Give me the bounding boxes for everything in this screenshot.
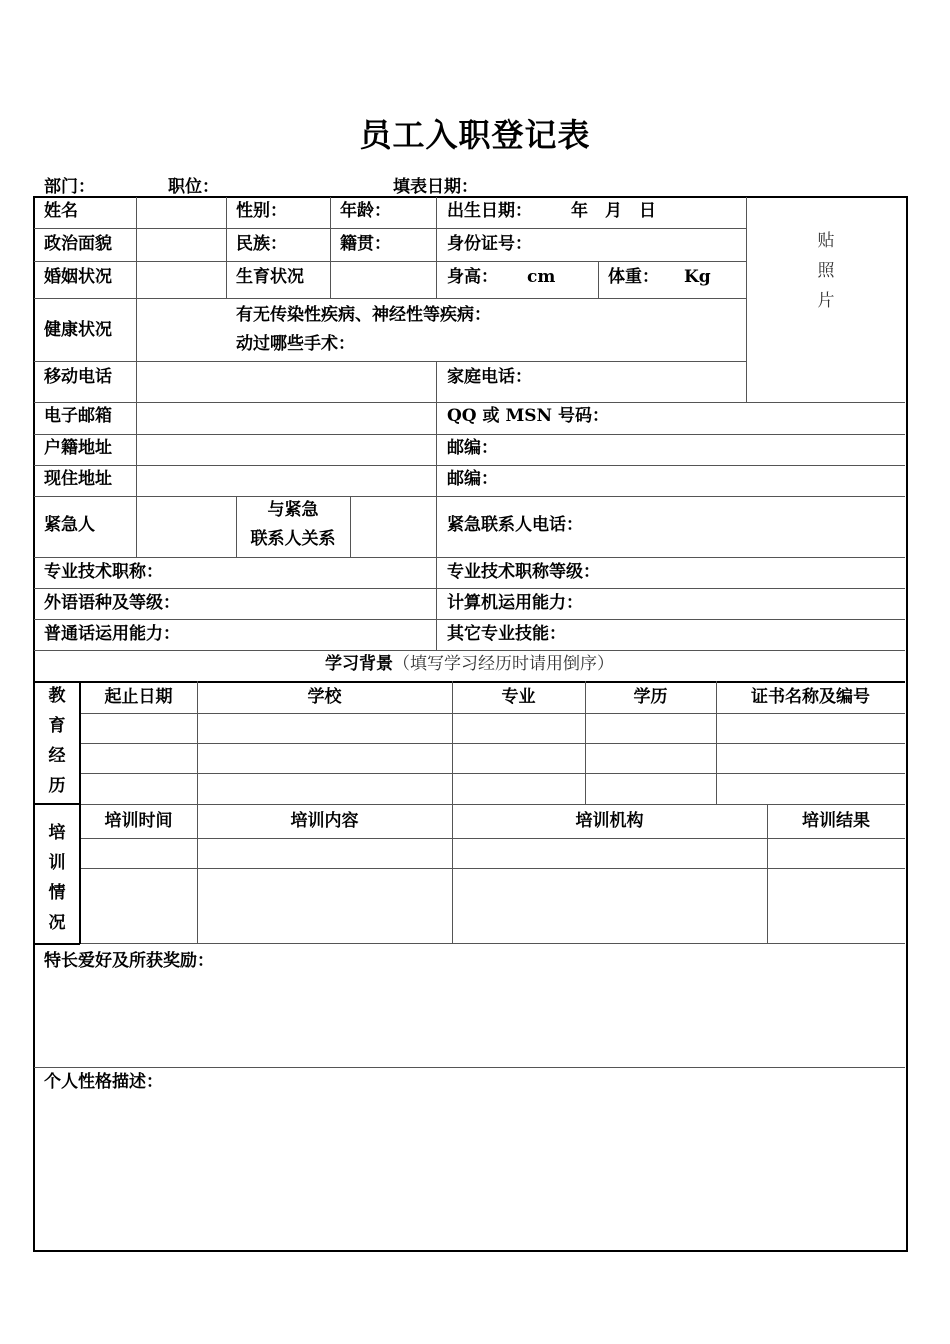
study-heading-title: 学习背景 bbox=[325, 654, 393, 674]
computer-skill-label: 计算机运用能力： bbox=[447, 593, 583, 613]
qq-msn-label: QQ 或 MSN 号码： bbox=[447, 406, 610, 426]
grid-line bbox=[34, 434, 905, 435]
grid-line bbox=[34, 261, 746, 262]
edu-col-certificate: 证书名称及编号 bbox=[751, 687, 870, 707]
mandarin-label: 普通话运用能力： bbox=[44, 624, 180, 644]
grid-line bbox=[34, 361, 746, 362]
grid-line bbox=[80, 804, 905, 805]
grid-line bbox=[80, 743, 905, 744]
grid-line bbox=[350, 496, 351, 557]
home-phone-label: 家庭电话： bbox=[447, 367, 532, 387]
grid-line bbox=[80, 713, 905, 714]
day-label: 日 bbox=[639, 201, 656, 221]
grid-line bbox=[34, 619, 905, 620]
disease-question: 有无传染性疾病、神经性等疾病： bbox=[236, 305, 491, 325]
training-side-label: 培 训 情 况 bbox=[48, 823, 66, 933]
zip-code-label: 邮编： bbox=[447, 469, 498, 489]
grid-line bbox=[136, 197, 137, 361]
height-unit: cm bbox=[527, 267, 556, 287]
title-level-label: 专业技术职称等级： bbox=[447, 562, 600, 582]
other-skills-label: 其它专业技能： bbox=[447, 624, 566, 644]
grid-line bbox=[34, 298, 746, 299]
form-border bbox=[33, 196, 908, 1252]
month-label: 月 bbox=[605, 201, 622, 221]
birth-date-label: 出生日期： bbox=[447, 201, 532, 221]
age-label: 年龄： bbox=[340, 201, 391, 221]
gender-label: 性别： bbox=[236, 201, 287, 221]
current-address-label: 现住地址 bbox=[44, 469, 112, 489]
email-label: 电子邮箱 bbox=[44, 406, 112, 426]
grid-line bbox=[330, 197, 331, 261]
id-number-label: 身份证号： bbox=[447, 234, 532, 254]
edu-col-major: 专业 bbox=[501, 687, 536, 707]
train-col-result: 培训结果 bbox=[802, 811, 870, 831]
grid-line bbox=[80, 943, 905, 944]
grid-line bbox=[436, 361, 437, 650]
form-title: 员工入职登记表 bbox=[359, 116, 591, 154]
height-label: 身高： bbox=[447, 267, 498, 287]
emergency-contact-label: 紧急人 bbox=[44, 515, 95, 535]
weight-unit: Kg bbox=[684, 267, 711, 287]
grid-line bbox=[80, 838, 905, 839]
health-status-label: 健康状况 bbox=[44, 320, 112, 340]
grid-line bbox=[436, 197, 437, 298]
grid-line bbox=[136, 361, 137, 557]
grid-line bbox=[598, 261, 599, 298]
grid-line bbox=[34, 943, 80, 945]
edu-col-dates: 起止日期 bbox=[104, 687, 173, 707]
edu-col-degree: 学历 bbox=[633, 687, 668, 707]
hukou-address-label: 户籍地址 bbox=[44, 438, 112, 458]
position-label: 职位： bbox=[168, 177, 219, 197]
grid-line bbox=[34, 402, 905, 403]
marital-status-label: 婚姻状况 bbox=[44, 267, 112, 287]
fertility-status-label: 生育状况 bbox=[236, 267, 304, 287]
political-status-label: 政治面貌 bbox=[44, 234, 112, 254]
grid-line bbox=[746, 197, 747, 402]
personality-label: 个人性格描述： bbox=[44, 1072, 163, 1092]
foreign-language-label: 外语语种及等级： bbox=[44, 593, 180, 613]
train-col-content: 培训内容 bbox=[290, 811, 359, 831]
emergency-phone-label: 紧急联系人电话： bbox=[447, 515, 583, 535]
relation-label-line1: 与紧急 bbox=[267, 500, 319, 520]
grid-line bbox=[34, 228, 746, 229]
grid-line bbox=[34, 650, 905, 651]
grid-line bbox=[34, 803, 80, 805]
grid-line bbox=[34, 465, 905, 466]
study-heading-note: （填写学习经历时请用倒序） bbox=[393, 654, 614, 674]
study-background-heading bbox=[34, 654, 905, 674]
edu-col-school: 学校 bbox=[307, 687, 342, 707]
grid-line bbox=[80, 868, 905, 869]
fill-date-label: 填表日期： bbox=[393, 177, 478, 197]
relation-label-line2: 联系人关系 bbox=[250, 529, 336, 549]
grid-line bbox=[34, 496, 905, 497]
grid-line bbox=[34, 557, 905, 558]
professional-title-label: 专业技术职称： bbox=[44, 562, 163, 582]
mobile-phone-label: 移动电话 bbox=[44, 367, 112, 387]
zip-code-label: 邮编： bbox=[447, 438, 498, 458]
department-label: 部门： bbox=[44, 177, 95, 197]
train-col-time: 培训时间 bbox=[104, 811, 173, 831]
grid-line bbox=[80, 773, 905, 774]
ethnicity-label: 民族： bbox=[236, 234, 287, 254]
weight-label: 体重： bbox=[608, 267, 659, 287]
education-side-label: 教 育 经 历 bbox=[48, 686, 66, 796]
photo-placeholder: 贴 照 片 bbox=[817, 231, 835, 311]
grid-line bbox=[330, 261, 331, 298]
native-place-label: 籍贯： bbox=[340, 234, 391, 254]
grid-line bbox=[226, 197, 227, 298]
grid-line bbox=[34, 588, 905, 589]
grid-line bbox=[34, 1067, 905, 1068]
train-col-institution: 培训机构 bbox=[575, 811, 644, 831]
name-label: 姓名 bbox=[44, 201, 78, 221]
hobbies-awards-label: 特长爱好及所获奖励： bbox=[44, 951, 214, 971]
surgery-question: 动过哪些手术： bbox=[236, 334, 355, 354]
year-label: 年 bbox=[571, 201, 588, 221]
grid-line bbox=[34, 681, 905, 683]
